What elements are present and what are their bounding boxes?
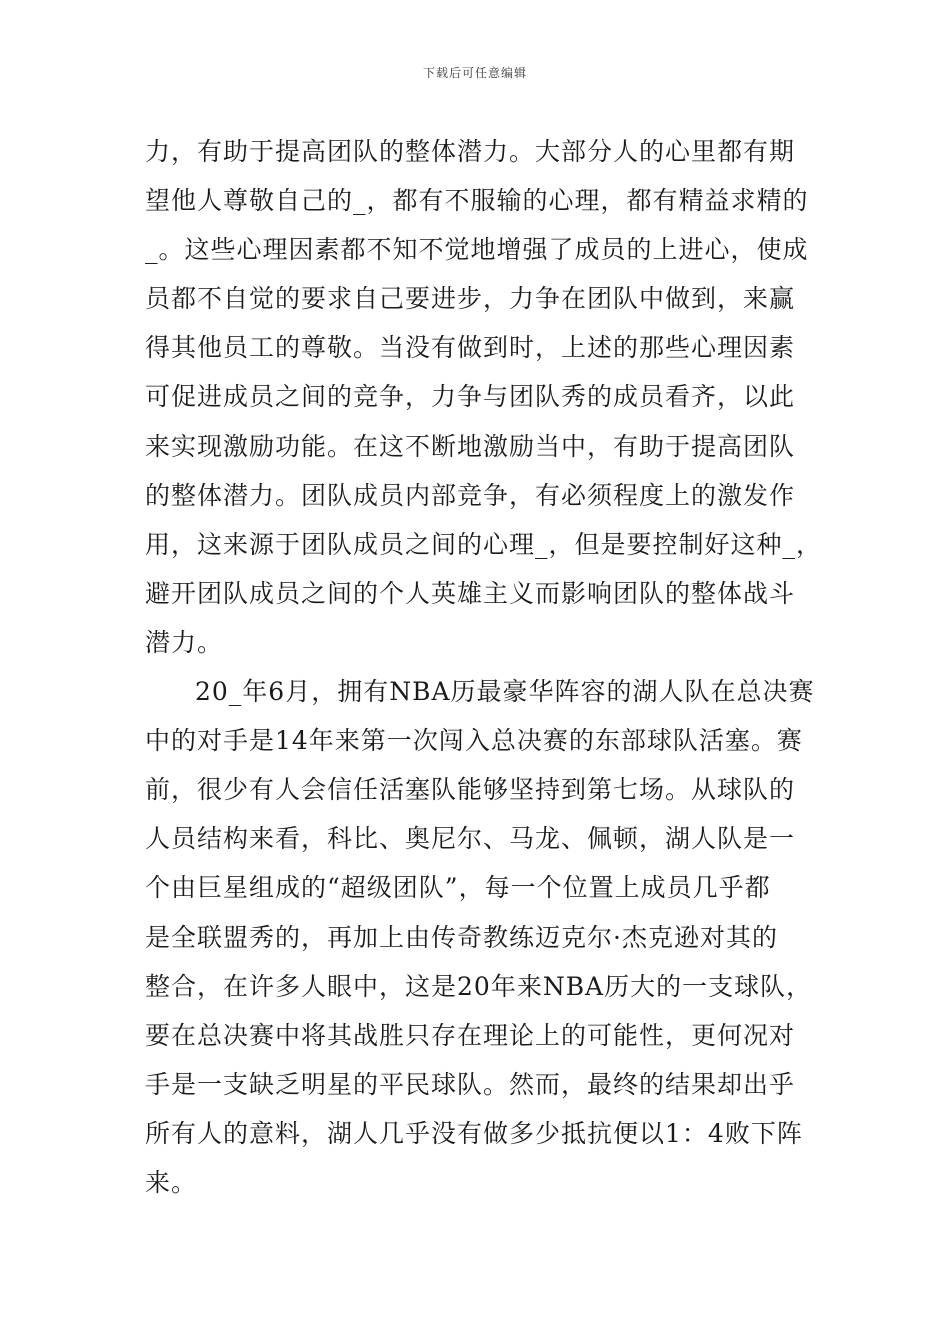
text-line: 的整体潜力。团队成员内部竞争，有必须程度上的激发作 <box>145 480 796 510</box>
text-line: 员都不自觉的要求自己要进步，力争在团队中做到，来赢 <box>145 284 796 314</box>
text-line: 可促进成员之间的竞争，力争与团队秀的成员看齐，以此 <box>145 382 796 412</box>
page-header: 下载后可任意编辑 <box>422 66 527 80</box>
paragraph <box>145 127 823 667</box>
text-line: 是全联盟秀的，再加上由传奇教练迈克尔·杰克逊对其的 <box>145 922 778 952</box>
text-line: 个由巨星组成的“超级团队”，每一个位置上成员几乎都 <box>145 873 771 903</box>
text-line: 望他人尊敬自己的_，都有不服输的心理，都有精益求精的 <box>145 186 809 216</box>
text-line: 得其他员工的尊敬。当没有做到时，上述的那些心理因素 <box>145 333 796 363</box>
text-line: 手是一支缺乏明星的平民球队。然而，最终的结果却出乎 <box>145 1069 796 1099</box>
text-line: 避开团队成员之间的个人英雄主义而影响团队的整体战斗 <box>145 578 796 608</box>
text-line: 用，这来源于团队成员之间的心理_，但是要控制好这种_， <box>145 529 823 559</box>
text-line: 前，很少有人会信任活塞队能够坚持到第七场。从球队的 <box>145 775 796 805</box>
text-line: 来。 <box>145 1167 198 1197</box>
text-line: 人员结构来看，科比、奥尼尔、马龙、佩顿，湖人队是一 <box>145 824 796 854</box>
text-line: 来实现激励功能。在这不断地激励当中，有助于提高团队 <box>145 431 796 461</box>
text-line: 20_年6月，拥有NBA历最豪华阵容的湖人队在总决赛 <box>195 677 815 707</box>
text-line: 要在总决赛中将其战胜只存在理论上的可能性，更何况对 <box>145 1020 796 1050</box>
document-body <box>145 127 823 1207</box>
text-line: _。这些心理因素都不知不觉地增强了成员的上进心，使成 <box>145 235 809 265</box>
text-line: 潜力。 <box>145 627 224 657</box>
paragraph <box>145 667 815 1207</box>
text-line: 所有人的意料，湖人几乎没有做多少抵抗便以1：4败下阵 <box>145 1118 803 1148</box>
text-line: 力，有助于提高团队的整体潜力。大部分人的心里都有期 <box>145 137 796 166</box>
text-line: 整合，在许多人眼中，这是20年来NBA历大的一支球队， <box>145 971 813 1001</box>
text-line: 中的对手是14年来第一次闯入总决赛的东部球队活塞。赛 <box>145 726 803 756</box>
